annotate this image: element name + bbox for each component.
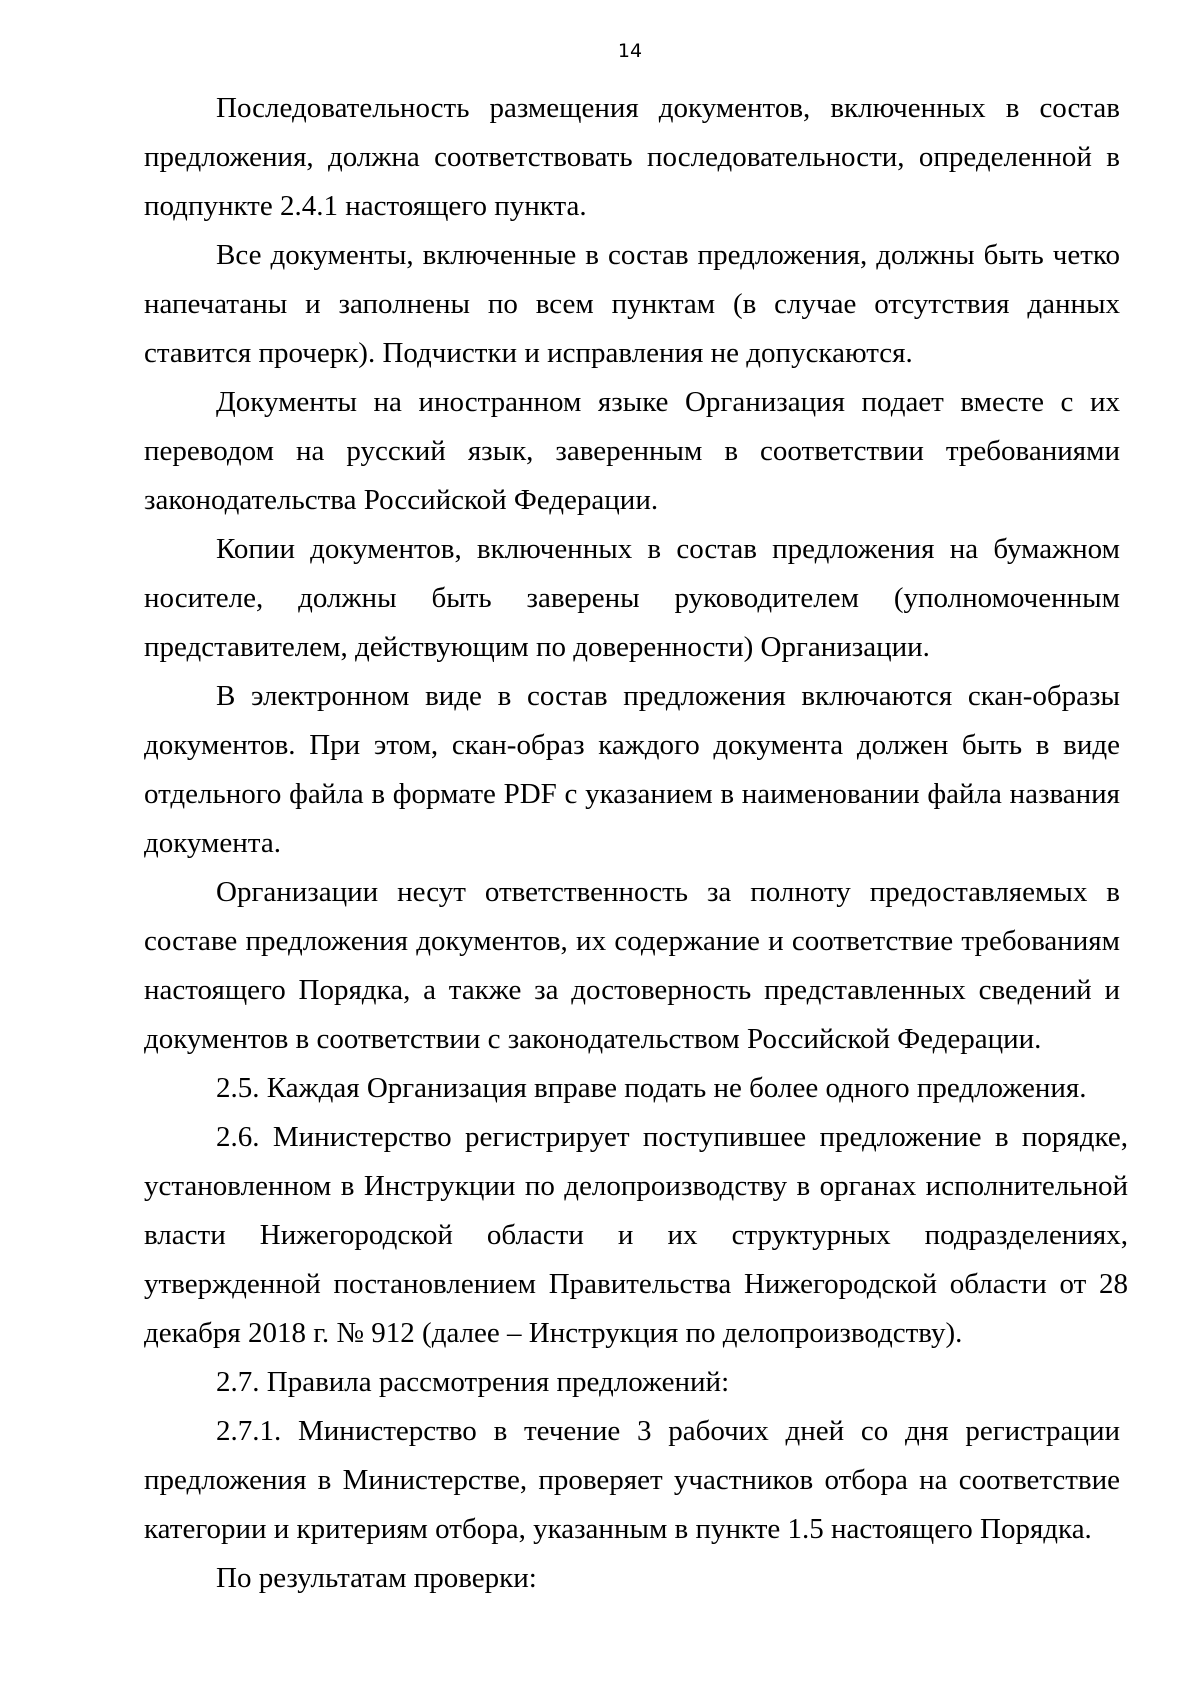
paragraph-foreign-documents: Документы на иностранном языке Организация подает вместе с их переводом на русский язык, заверенным в соответствии требованиями законодательства Российской Федерации. bbox=[144, 386, 1120, 516]
paragraph-2-5: 2.5. Каждая Организация вправе подать не более одного предложения. bbox=[216, 1072, 1087, 1104]
paragraph-document-copies: Копии документов, включенных в состав предложения на бумажном носителе, должны быть заверены руководителем (уполномоченным представителем, действующим по доверенности) Организации. bbox=[144, 533, 1120, 663]
paragraph-document-order: Последовательность размещения документов, включенных в состав предложения, должна соответствовать последовательности, определенной в подпункте 2.4.1 настоящего пункта. bbox=[144, 92, 1120, 222]
paragraph-document-requirements: Все документы, включенные в состав предложения, должны быть четко напечатаны и заполнены по всем пунктам (в случае отсутствия данных ставится прочерк). Подчистки и исправления не допускаются. bbox=[144, 239, 1120, 369]
document-body bbox=[144, 84, 1128, 1603]
paragraph-check-results: По результатам проверки: bbox=[216, 1562, 537, 1594]
paragraph-2-7-1: 2.7.1. Министерство в течение 3 рабочих дней со дня регистрации предложения в Министерстве, проверяет участников отбора на соответствие категории и критериям отбора, указанным в пункте 1.5 настоящего Порядка. bbox=[144, 1415, 1120, 1545]
paragraph-responsibility: Организации несут ответственность за полноту предоставляемых в составе предложения документов, их содержание и соответствие требованиям настоящего Порядка, а также за достоверность представленных сведений и документов в соответствии с законодательством Российской Федерации. bbox=[144, 876, 1120, 1055]
paragraph-electronic-scans: В электронном виде в состав предложения включаются скан-образы документов. При этом, скан-образ каждого документа должен быть в виде отдельного файла в формате PDF с указанием в наименовании файла названия документа. bbox=[144, 680, 1120, 859]
paragraph-2-7: 2.7. Правила рассмотрения предложений: bbox=[216, 1366, 730, 1398]
paragraph-2-6: 2.6. Министерство регистрирует поступившее предложение в порядке, установленном в Инструкции по делопроизводству в органах исполнительной власти Нижегородской области и их структурных подразделениях, утвержденной постановлением Правительства Нижегородской области от 28 декабря 2018 г. № 912 (далее – Инструкция по делопроизводству). bbox=[144, 1121, 1128, 1349]
page-number: 14 bbox=[617, 40, 643, 62]
